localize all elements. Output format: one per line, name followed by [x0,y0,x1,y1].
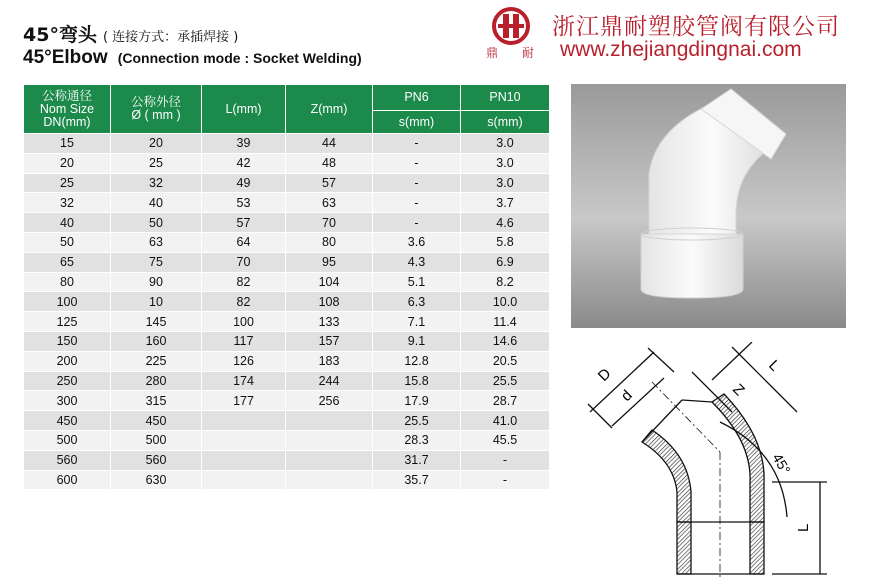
table-cell: 145 [111,312,202,332]
header-s-pn6: s(mm) [373,111,461,134]
company-website: www.zhejiangdingnai.com [560,38,802,61]
table-cell: 244 [286,371,373,391]
table-row [24,411,550,431]
table-cell: 63 [286,193,373,213]
table-row [24,292,550,312]
table-cell: 80 [286,232,373,252]
table-cell: 174 [202,371,286,391]
table-cell: 177 [202,391,286,411]
table-cell: 44 [286,134,373,154]
header-od-cn: 公称外径 [130,95,181,109]
table-cell: - [461,450,550,470]
header-nom-en: Nom Size [39,101,95,116]
product-title-cn [23,20,238,47]
header-s-pn10: s(mm) [461,111,550,134]
dim-label-D: D [594,365,615,385]
table-cell: 3.0 [461,134,550,154]
table-row [24,351,550,371]
table-row [24,252,550,272]
table-cell [202,470,286,490]
table-cell [202,450,286,470]
table-cell: 25.5 [461,371,550,391]
table-cell: 117 [202,331,286,351]
table-cell: 600 [24,470,111,490]
header-pn6: PN6 [373,85,461,111]
table-cell: 8.2 [461,272,550,292]
table-cell: 10.0 [461,292,550,312]
table-row [24,312,550,332]
table-cell: 90 [111,272,202,292]
table-cell: 500 [111,430,202,450]
header-outer-diameter [111,85,202,134]
table-cell: 32 [24,193,111,213]
title-en-subtitle: (Connection mode : Socket Welding) [117,50,362,66]
table-cell: 100 [24,292,111,312]
header-nom-dn: DN(mm) [43,114,91,129]
table-cell: 150 [24,331,111,351]
table-cell: 450 [111,411,202,431]
table-cell: 3.6 [373,232,461,252]
table-cell [286,470,373,490]
dim-label-L-side: L [795,523,812,532]
product-photo [571,84,846,328]
spec-table [23,84,550,490]
table-cell: 20 [24,153,111,173]
table-cell: 200 [24,351,111,371]
table-cell: 40 [111,193,202,213]
table-cell: - [461,470,550,490]
table-cell [286,411,373,431]
table-row [24,213,550,233]
table-cell: 4.3 [373,252,461,272]
header-nominal-size [24,85,111,134]
table-cell: 41.0 [461,411,550,431]
table-cell: 630 [111,470,202,490]
table-row [24,134,550,154]
table-cell: 183 [286,351,373,371]
table-cell: 28.7 [461,391,550,411]
table-cell: 256 [286,391,373,411]
table-cell: 82 [202,292,286,312]
table-cell: 48 [286,153,373,173]
table-cell: 20.5 [461,351,550,371]
table-cell: 25 [24,173,111,193]
table-cell: - [373,213,461,233]
table-cell: 80 [24,272,111,292]
dim-label-angle: 45° [769,450,794,477]
table-cell: - [373,193,461,213]
table-cell: 133 [286,312,373,332]
table-row [24,391,550,411]
table-cell: 70 [202,252,286,272]
table-cell: 11.4 [461,312,550,332]
dim-label-Z: Z [729,380,748,400]
table-cell: - [373,153,461,173]
table-row [24,153,550,173]
title-cn-text: 45°弯头 [23,24,97,46]
table-cell: 25.5 [373,411,461,431]
table-cell: 10 [111,292,202,312]
table-cell: 57 [202,213,286,233]
table-cell: 31.7 [373,450,461,470]
table-cell: 6.3 [373,292,461,312]
table-cell: 450 [24,411,111,431]
table-cell: 157 [286,331,373,351]
dimension-drawing [582,342,872,578]
table-row [24,371,550,391]
logo-char-right: 耐 [522,46,535,60]
table-cell: 53 [202,193,286,213]
table-cell: 25 [111,153,202,173]
table-row [24,450,550,470]
header-od-en: Ø ( mm ) [131,108,181,122]
table-cell: 35.7 [373,470,461,490]
table-cell: 560 [24,450,111,470]
table-cell: 45.5 [461,430,550,450]
table-cell: 50 [24,232,111,252]
table-cell: - [373,134,461,154]
table-cell: 14.6 [461,331,550,351]
table-cell: 5.1 [373,272,461,292]
table-cell: 15.8 [373,371,461,391]
table-cell: 28.3 [373,430,461,450]
table-cell: 64 [202,232,286,252]
table-cell [286,450,373,470]
table-cell: 65 [24,252,111,272]
table-cell: 300 [24,391,111,411]
table-cell: 32 [111,173,202,193]
table-cell: 50 [111,213,202,233]
title-cn-subtitle: ( 连接方式：承插焊接 ) [102,30,239,45]
table-row [24,272,550,292]
product-title-en [23,47,362,69]
table-cell: 70 [286,213,373,233]
table-cell: 9.1 [373,331,461,351]
table-cell: 126 [202,351,286,371]
table-cell [286,430,373,450]
table-cell: 39 [202,134,286,154]
table-cell: 225 [111,351,202,371]
company-name: 浙江鼎耐塑胶管阀有限公司 [552,14,840,40]
table-cell: 42 [202,153,286,173]
header-nom-cn: 公称通径 [41,88,92,103]
table-cell: 20 [111,134,202,154]
table-row [24,173,550,193]
table-cell: 250 [24,371,111,391]
table-cell: 49 [202,173,286,193]
header-pn10: PN10 [461,85,550,111]
table-cell: 108 [286,292,373,312]
dim-label-L-top: L [765,356,784,375]
dim-label-d: d [617,386,636,405]
table-cell: 104 [286,272,373,292]
table-cell: 100 [202,312,286,332]
table-cell: 3.0 [461,173,550,193]
table-cell: 7.1 [373,312,461,332]
table-cell: 280 [111,371,202,391]
table-cell: 125 [24,312,111,332]
logo-char-left: 鼎 [486,46,499,60]
table-cell: 5.8 [461,232,550,252]
table-cell: 63 [111,232,202,252]
header-l: L(mm) [202,85,286,134]
table-cell: 40 [24,213,111,233]
table-cell [202,411,286,431]
table-cell: 82 [202,272,286,292]
table-row [24,232,550,252]
table-cell: 12.8 [373,351,461,371]
table-cell: 15 [24,134,111,154]
table-row [24,193,550,213]
table-cell: 4.6 [461,213,550,233]
table-cell: 75 [111,252,202,272]
table-cell [202,430,286,450]
header-z: Z(mm) [286,85,373,134]
table-row [24,430,550,450]
table-cell: 95 [286,252,373,272]
table-cell: 160 [111,331,202,351]
table-cell: 3.7 [461,193,550,213]
table-cell: 560 [111,450,202,470]
title-en-text: 45°Elbow [23,47,108,68]
table-row [24,470,550,490]
table-cell: 315 [111,391,202,411]
table-cell: - [373,173,461,193]
table-cell: 6.9 [461,252,550,272]
table-cell: 500 [24,430,111,450]
table-cell: 17.9 [373,391,461,411]
table-cell: 57 [286,173,373,193]
table-cell: 3.0 [461,153,550,173]
table-row [24,331,550,351]
